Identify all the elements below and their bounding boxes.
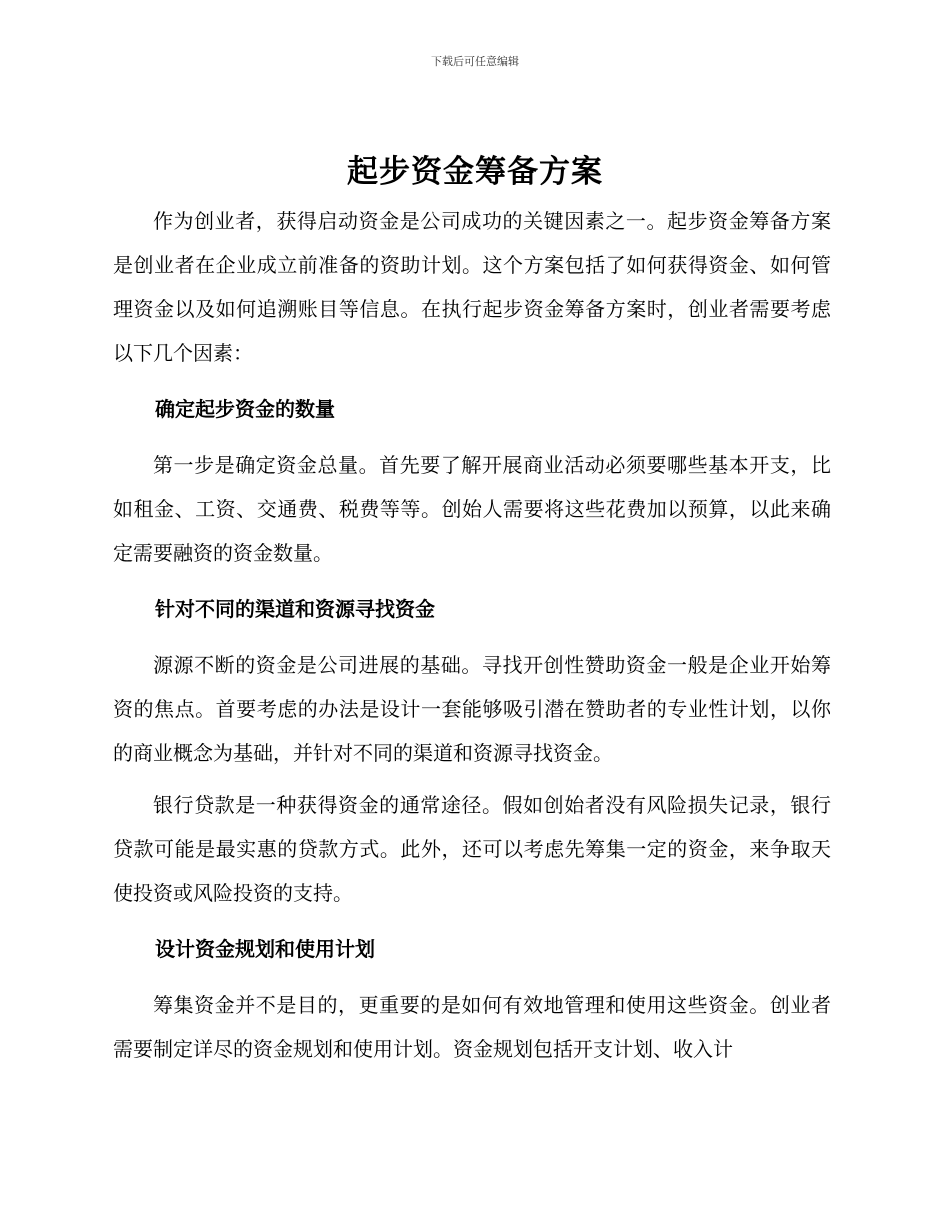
- paragraph-channels: 源源不断的资金是公司进展的基础。寻找开创性赞助资金一般是企业开始筹资的焦点。首要考虑的办法是设计一套能够吸引潜在赞助者的专业性计划，以你的商业概念为基础，并针对不同的渠道和资源寻找资金。: [113, 653, 831, 765]
- paragraph-bank-loans: 银行贷款是一种获得资金的通常途径。假如创始者没有风险损失记录，银行贷款可能是最实惠的贷款方式。此外，还可以考虑先筹集一定的资金，来争取天使投资或风险投资的支持。: [113, 793, 831, 905]
- document-body: [113, 199, 831, 1071]
- intro-paragraph: 作为创业者，获得启动资金是公司成功的关键因素之一。起步资金筹备方案是创业者在企业成立前准备的资助计划。这个方案包括了如何获得资金、如何管理资金以及如何追溯账目等信息。在执行起步资金筹备方案时，创业者需要考虑以下几个因素：: [113, 209, 831, 365]
- document-title: 起步资金筹备方案: [347, 154, 603, 190]
- section-heading-planning: 设计资金规划和使用计划: [155, 937, 375, 961]
- page-header-note: 下载后可任意编辑: [431, 55, 519, 68]
- section-heading-channels: 针对不同的渠道和资源寻找资金: [155, 597, 435, 621]
- paragraph-planning: 筹集资金并不是目的，更重要的是如何有效地管理和使用这些资金。创业者需要制定详尽的资金规划和使用计划。资金规划包括开支计划、收入计: [113, 993, 831, 1061]
- paragraph-amount: 第一步是确定资金总量。首先要了解开展商业活动必须要哪些基本开支，比如租金、工资、交通费、税费等等。创始人需要将这些花费加以预算，以此来确定需要融资的资金数量。: [113, 453, 831, 565]
- section-heading-amount: 确定起步资金的数量: [155, 397, 335, 421]
